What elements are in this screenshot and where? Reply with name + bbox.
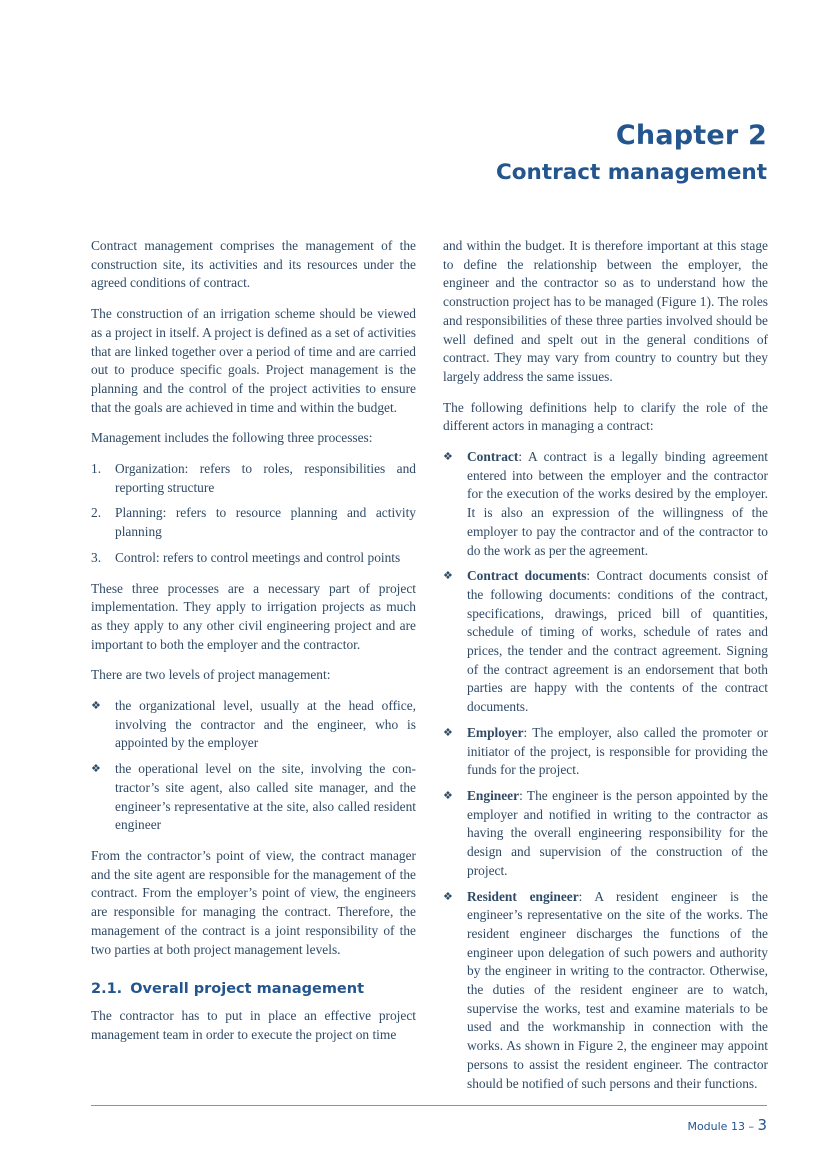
levels-list — [91, 697, 416, 835]
section-heading — [91, 979, 416, 999]
module-label: Module 13 – — [687, 1120, 754, 1133]
diamond-bullet-icon: ❖ — [91, 763, 101, 776]
page-number: 3 — [757, 1116, 767, 1134]
definition-term: Contract — [467, 449, 519, 465]
definition-item — [443, 567, 768, 717]
paragraph: The following definitions help to clarify the role of the different actors in managing a contract: — [443, 399, 768, 434]
list-item — [91, 504, 416, 541]
process-list — [91, 460, 416, 568]
section-number: 2.1. — [91, 981, 123, 998]
diamond-bullet-icon: ❖ — [443, 890, 453, 903]
definition-term: Engineer — [467, 787, 520, 803]
list-item — [91, 760, 416, 835]
paragraph: and within the budget. It is therefore important at this stage to define the relationship between the employer, the engineer and the contractor so as to understand how the construction project has to be managed (Figure 1). The roles and responsibilities of these three parties involved should be well defined and spelt out in the general conditions of contract. They may vary from country to country but they largely address the same issues. — [443, 238, 768, 384]
definitions-list — [443, 448, 768, 1093]
definition-term: Contract documents — [467, 568, 587, 584]
definition-item — [443, 787, 768, 881]
definition-term: Employer — [467, 724, 524, 740]
chapter-title: Contract management — [495, 160, 767, 185]
list-item-text: Control: refers to control meetings and control points — [115, 549, 401, 565]
definition-item — [443, 448, 768, 560]
paragraph: From the contractor’s point of view, the contract manager and the site agent are responsible for the management of the contract. From the employer’s point of view, the engineers are responsible for managing the contract. Therefore, the management of the contract is a joint responsibility of the two parties at both project management levels. — [91, 847, 416, 957]
list-item — [91, 697, 416, 753]
diamond-bullet-icon: ❖ — [443, 789, 453, 802]
list-item — [91, 460, 416, 497]
list-item-text: the organizational level, usually at the head office, involving the contractor and the engineer, who is appointed by the employer — [115, 698, 416, 751]
paragraph: The construction of an irrigation scheme should be viewed as a project in itself. A project is defined as a set of activities that are linked together over a period of time and are carried out to produce specific goals. Project management is the planning and the control of the project activities to ensure that the goals are achieved in time and within the budget. — [91, 306, 416, 415]
list-item-text: Organization: refers to roles, responsibilities and reporting structure — [115, 461, 416, 495]
chapter-number: Chapter 2 — [615, 120, 767, 151]
definition-text: : The employer, also called the promoter or initiator of the project, is responsible for providing the funds for the project. — [467, 724, 768, 778]
list-number: 2. — [91, 505, 102, 521]
definition-text: : The engineer is the person appointed by the employer and notified in writing to the contractor as having the overall engineering responsibility for the design and supervision of the construction of the project. — [467, 787, 768, 878]
definition-item — [443, 724, 768, 780]
definition-text: : A resident engineer is the engineer’s representative on the site of the works. The resident engineer discharges the functions of the engineer upon delegation of such powers and authority by the engineer in writing to the contractor. Otherwise, the duties of the resident engineer are to watch, supervise the works, test and examine materials to be used and the workmanship in connection with the works. As shown in Figure 2, the engineer may appoint persons to assist the resident engineer. The contractor should be notified of such persons and their functions. — [467, 888, 768, 1091]
diamond-bullet-icon: ❖ — [443, 451, 453, 464]
definition-text: : Contract documents consist of the following documents: conditions of the contract, specifications, drawings, priced bill of quantities, schedule of timing of works, schedule of rates and prices, the tender and the contract agreement. Signing of the contract agreement is an endorsement that both parties are happy with the contents of the contract documents. — [467, 568, 768, 715]
page-footer — [687, 1116, 767, 1134]
list-item-text: Planning: refers to resource planning and activity planning — [115, 505, 416, 540]
footer-divider — [91, 1105, 767, 1106]
paragraph: The contractor has to put in place an effective project management team in order to execute the project on time — [91, 1008, 416, 1042]
diamond-bullet-icon: ❖ — [91, 700, 101, 713]
list-item — [91, 549, 416, 568]
definition-item — [443, 888, 768, 1094]
left-column — [91, 237, 416, 1057]
paragraph: These three processes are a necessary part of project implementation. They apply to irrigation projects as much as they apply to any other civil engineering project and are important to both the employer and the contractor. — [91, 580, 416, 652]
list-item-text: the operational level on the site, involving the con-tractor’s site agent, also called site manager, and the engineer’s representative at the site, also called resident engineer — [115, 761, 416, 833]
list-number: 1. — [91, 461, 102, 477]
section-title: Overall project management — [130, 981, 365, 998]
definition-term: Resident engineer — [467, 888, 579, 904]
list-number: 3. — [91, 549, 102, 565]
diamond-bullet-icon: ❖ — [443, 570, 453, 583]
diamond-bullet-icon: ❖ — [443, 726, 453, 739]
paragraph: Contract management comprises the management of the construction site, its activities and its resources under the agreed conditions of contract. — [91, 238, 416, 291]
paragraph: Management includes the following three processes: — [91, 430, 373, 446]
right-column — [443, 237, 768, 1105]
paragraph: There are two levels of project management: — [91, 667, 331, 683]
definition-text: : A contract is a legally binding agreement entered into between the employer and the contractor for the execution of the works desired by the employer. It is also an expression of the willingness of the employer to pay the contractor and of the contractor to do the work as per the agreement. — [467, 449, 768, 558]
